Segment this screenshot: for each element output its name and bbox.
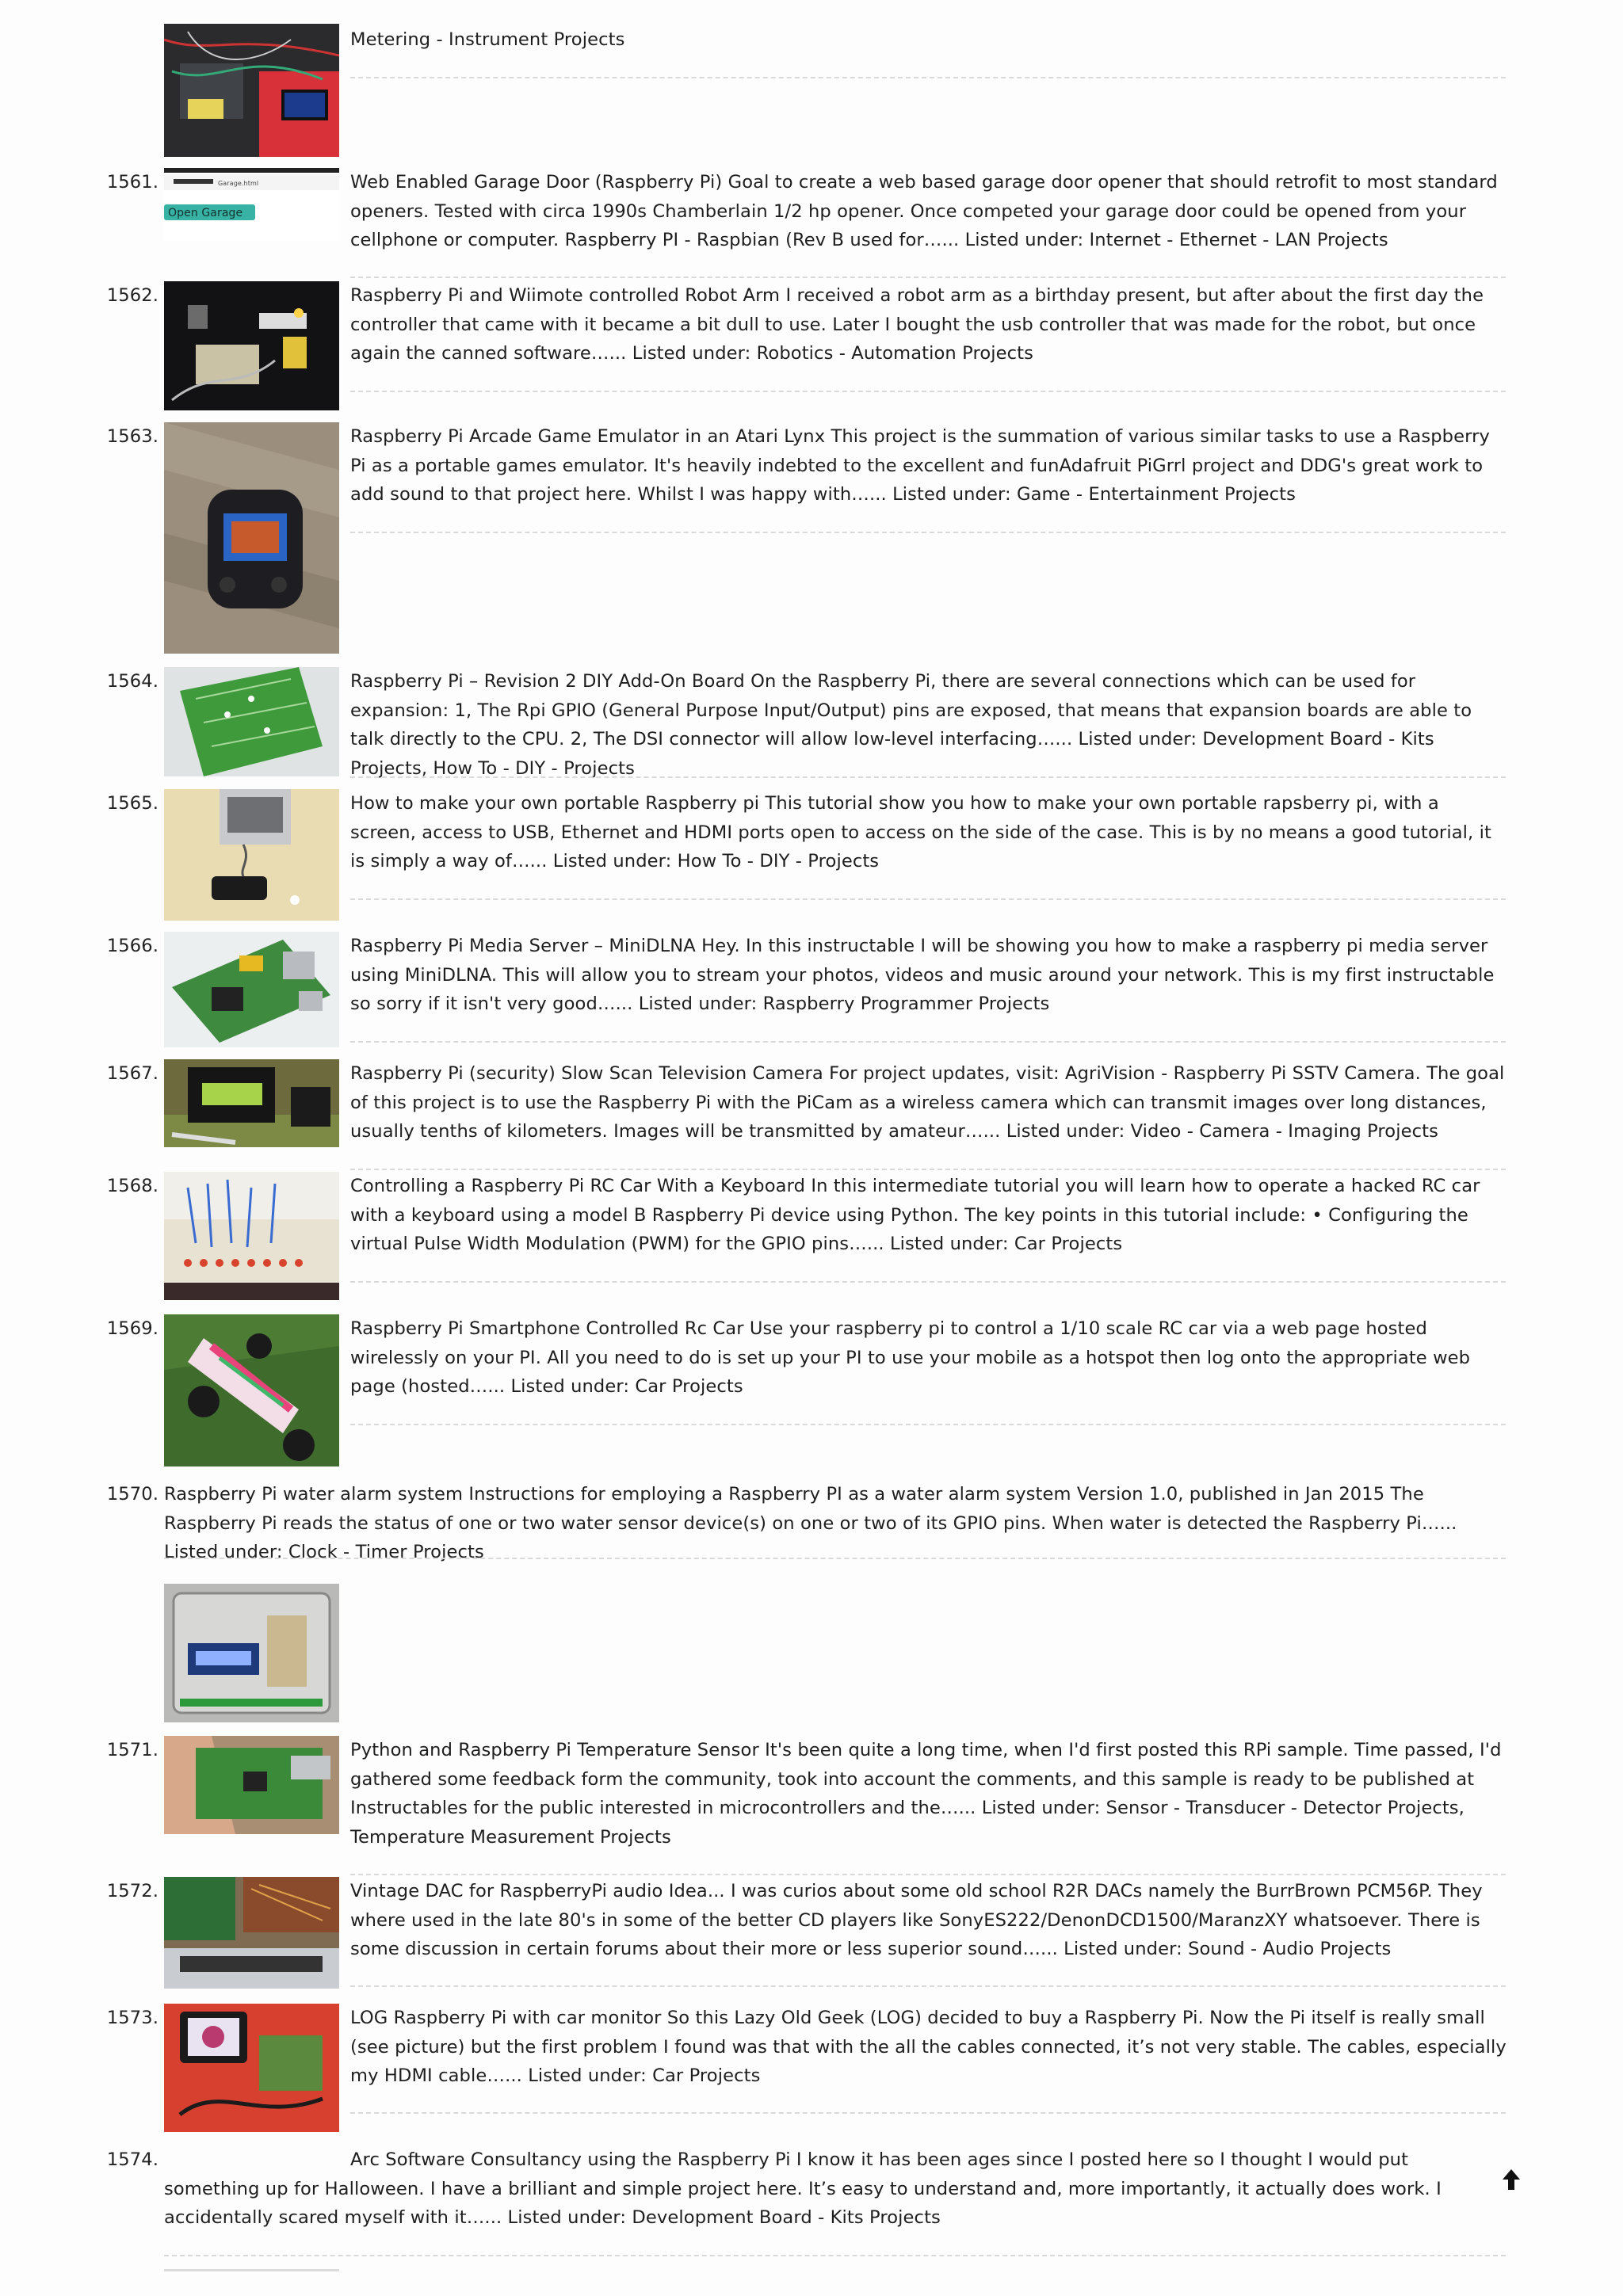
separator bbox=[164, 1558, 1506, 1559]
project-title-link[interactable]: Raspberry Pi and Wiimote controlled Robot Arm bbox=[350, 285, 781, 306]
project-description: Raspberry Pi and Wiimote controlled Robot Arm I received a robot arm as a birthday present, but after about the first day the controller that came with it became a bit dull to use. Later I bought the usb controller that was made for the robot, but once again the canned software…... Listed under: Robotics - Automation Projects bbox=[350, 285, 1484, 364]
category-link[interactable]: Internet - Ethernet - LAN Projects bbox=[1089, 230, 1388, 250]
project-description: Raspberry Pi (security) Slow Scan Television Camera For project updates, visit: AgriVision - Raspberry Pi SSTV Camera. The goal of this project is to use the Raspberry Pi with the PiCam as a wireless camera which can transmit images over long distances, usually tenths of kilometers. Images will be transmitted by amateur…... Listed under: Video - Camera - Imaging Projects bbox=[350, 1063, 1505, 1142]
project-description: Arc Software Consultancy using the Raspberry Pi I know it has been ages since I posted here so I thought I would put something up for Halloween. I have a brilliant and simple project here. It’s easy to understand and, more importantly, it actually does work. I accidentally scared myself with it…... Listed under: Development Board - Kits Projects bbox=[164, 2149, 1442, 2228]
category-link[interactable]: Car Projects bbox=[635, 1376, 743, 1397]
item-number: 1565. bbox=[106, 793, 158, 814]
item-number: 1572. bbox=[106, 1881, 158, 1901]
separator bbox=[350, 532, 1506, 533]
separator bbox=[350, 1281, 1506, 1283]
category-link[interactable]: Sound - Audio Projects bbox=[1188, 1939, 1392, 1959]
category-link[interactable]: Robotics - Automation Projects bbox=[756, 343, 1034, 364]
project-title-link[interactable]: Raspberry Pi Smartphone Controlled Rc Car bbox=[350, 1318, 744, 1339]
separator bbox=[350, 776, 1506, 778]
item-number: 1567. bbox=[106, 1063, 158, 1084]
project-description: Web Enabled Garage Door (Raspberry Pi) Goal to create a web based garage door opener that should retrofit to most standard openers. Tested with circa 1990s Chamberlain 1/2 hp opener. Once competed your garage door could be opened from your cellphone or computer. Raspberry PI - Raspbian (Rev B used for…... Listed under: Internet - Ethernet - LAN Projects bbox=[350, 172, 1498, 250]
item-number: 1564. bbox=[106, 671, 158, 692]
separator bbox=[350, 391, 1506, 392]
separator bbox=[350, 1169, 1506, 1170]
category-link[interactable]: Raspberry Programmer Projects bbox=[762, 994, 1050, 1014]
item-number: 1569. bbox=[106, 1318, 158, 1339]
project-title-link[interactable]: Raspberry Pi (security) Slow Scan Television Camera bbox=[350, 1063, 823, 1084]
item-number: 1561. bbox=[106, 172, 158, 193]
category-link[interactable]: Sensor - Transducer - Detector Projects, Temperature Measurement Projects bbox=[350, 1798, 1465, 1848]
separator bbox=[350, 1041, 1506, 1043]
separator bbox=[350, 1874, 1506, 1875]
item-number: 1563. bbox=[106, 426, 158, 447]
item-number: 1570. bbox=[106, 1484, 158, 1505]
separator bbox=[350, 898, 1506, 900]
project-description: Python and Raspberry Pi Temperature Sensor It's been quite a long time, when I'd first posted this RPi sample. Time passed, I'd gathered some feedback form the community, took into account the comments, and this sample is ready to be published at Instructables for the public interested in microcontrollers and the…... Listed under: Sensor - Transducer - Detector Projects, Temperature Measurement Projects bbox=[350, 1740, 1502, 1848]
category-link[interactable]: Metering - Instrument Projects bbox=[350, 29, 625, 50]
item-number: 1562. bbox=[106, 285, 158, 306]
category-link[interactable]: Clock - Timer Projects bbox=[288, 1542, 484, 1562]
project-description: Vintage DAC for RaspberryPi audio Idea... I was curios about some old school R2R DACs namely the BurrBrown PCM56P. They where used in the late 80's in some of the better CD players like SonyES222/DenonDCD1500/MaranzXY whatsoever. There is some discussion in certain forums about their more or less superior sound…... Listed under: Sound - Audio Projects bbox=[350, 1881, 1483, 1959]
project-title-link[interactable]: Python and Raspberry Pi Temperature Sensor bbox=[350, 1740, 759, 1760]
separator bbox=[164, 2255, 1506, 2256]
project-description: Raspberry Pi Media Server – MiniDLNA Hey. In this instructable I will be showing you how to make a raspberry pi media server using MiniDLNA. This will allow you to stream your photos, videos and music around your network. This is my first instructable so sorry if it isn't very good…... Listed under: Raspberry Programmer Projects bbox=[350, 936, 1495, 1014]
project-description: Raspberry Pi Arcade Game Emulator in an Atari Lynx This project is the summation of various similar tasks to use a Raspberry Pi as a portable games emulator. It's heavily indebted to the excellent and funAdafruit PiGrrl project and DDG's great work to add sound to that project here. Whilst I was happy with…... Listed under: Game - Entertainment Projects bbox=[350, 426, 1490, 505]
project-thumbnail[interactable] bbox=[164, 168, 339, 241]
project-thumbnail[interactable] bbox=[164, 1059, 339, 1147]
separator bbox=[350, 1985, 1506, 1987]
project-thumbnail[interactable] bbox=[164, 1584, 339, 1722]
project-description: Raspberry Pi – Revision 2 DIY Add-On Board On the Raspberry Pi, there are several connections which can be used for expansion: 1, The Rpi GPIO (General Purpose Input/Output) pins are exposed, that means that expansion boards are able to talk directly to the CPU. 2, The DSI connector will allow low-level interfacing…... Listed under: Development Board - Kits Projects, How To - DIY - Projects bbox=[350, 671, 1472, 779]
project-title-link[interactable]: How to make your own portable Raspberry pi bbox=[350, 793, 760, 814]
project-title-link[interactable]: Raspberry Pi water alarm system bbox=[164, 1484, 464, 1505]
category-link[interactable]: Game - Entertainment Projects bbox=[1016, 484, 1296, 505]
category-link[interactable]: Car Projects bbox=[652, 2065, 761, 2086]
project-description: How to make your own portable Raspberry pi This tutorial show you how to make your own portable rapsberry pi, with a screen, access to USB, Ethernet and HDMI ports open to access on the side of the case. This is by no means a good tutorial, it is simply a way of…... Listed under: How To - DIY - Projects bbox=[350, 793, 1491, 871]
project-title-link[interactable]: Web Enabled Garage Door (Raspberry Pi) bbox=[350, 172, 723, 193]
project-description: Raspberry Pi water alarm system Instructions for employing a Raspberry PI as a water alarm system Version 1.0, published in Jan 2015 The Raspberry Pi reads the status of one or two water sensor device(s) on one or two of its GPIO pins. When water is detected the Raspberry Pi…... Listed under: Clock - Timer Projects bbox=[164, 1484, 1457, 1562]
project-thumbnail[interactable] bbox=[164, 24, 339, 157]
project-thumbnail[interactable] bbox=[164, 932, 339, 1047]
project-thumbnail[interactable] bbox=[164, 1877, 339, 1989]
back-to-top-button[interactable] bbox=[1501, 2168, 1522, 2191]
item-number: 1574. bbox=[106, 2149, 158, 2170]
project-thumbnail[interactable] bbox=[164, 422, 339, 654]
svg-text:Open Garage: Open Garage bbox=[168, 207, 243, 219]
project-title-link[interactable]: Raspberry Pi Media Server – MiniDLNA bbox=[350, 936, 696, 956]
project-title-link[interactable]: LOG Raspberry Pi with car monitor bbox=[350, 2008, 662, 2028]
project-description: LOG Raspberry Pi with car monitor So this Lazy Old Geek (LOG) decided to buy a Raspberry Pi. Now the Pi itself is really small (see picture) but the first problem I found was that with the all the cables connected, it’s not very stable. The cables, especially my HDMI cable…... Listed under: Car Projects bbox=[350, 2008, 1507, 2086]
project-thumbnail[interactable] bbox=[164, 789, 339, 921]
category-link[interactable]: Development Board - Kits Projects bbox=[632, 2207, 941, 2228]
svg-text:Garage.html: Garage.html bbox=[218, 180, 259, 187]
project-thumbnail[interactable] bbox=[164, 1736, 339, 1834]
project-thumbnail[interactable] bbox=[164, 2004, 339, 2132]
project-title-link[interactable]: Raspberry Pi – Revision 2 DIY Add-On Board bbox=[350, 671, 745, 692]
project-description: Controlling a Raspberry Pi RC Car With a Keyboard In this intermediate tutorial you will learn how to operate a hacked RC car with a keyboard using a model B Raspberry Pi device using Python. The key points in this tutorial include: • Configuring the virtual Pulse Width Modulation (PWM) for the GPIO pins…... Listed under: Car Projects bbox=[350, 1176, 1480, 1254]
item-number: 1568. bbox=[106, 1176, 158, 1196]
category-link[interactable]: Car Projects bbox=[1014, 1234, 1123, 1254]
separator bbox=[350, 1424, 1506, 1425]
project-title-link[interactable]: Vintage DAC for RaspberryPi audio bbox=[350, 1881, 663, 1901]
item-number: 1571. bbox=[106, 1740, 158, 1760]
project-title-link[interactable]: Arc Software Consultancy using the Raspberry Pi bbox=[350, 2149, 791, 2170]
separator bbox=[350, 2112, 1506, 2114]
item-number: 1573. bbox=[106, 2008, 158, 2028]
category-link[interactable]: Development Board - Kits Projects, How To - DIY - Projects bbox=[350, 729, 1434, 779]
separator bbox=[350, 277, 1506, 278]
project-thumbnail[interactable] bbox=[164, 281, 339, 410]
category-link[interactable]: Video - Camera - Imaging Projects bbox=[1130, 1121, 1438, 1142]
thumbnail-edge bbox=[164, 2269, 339, 2271]
project-description: Raspberry Pi Smartphone Controlled Rc Car Use your raspberry pi to control a 1/10 scale RC car via a web page hosted wirelessly on your PI. All you need to do is set up your PI to use your mobile as a hotspot then log onto the appropriate web page (hosted…... Listed under: Car Projects bbox=[350, 1318, 1471, 1397]
separator bbox=[350, 77, 1506, 78]
category-link[interactable]: How To - DIY - Projects bbox=[677, 851, 880, 871]
project-thumbnail[interactable] bbox=[164, 1172, 339, 1300]
project-thumbnail[interactable] bbox=[164, 1314, 339, 1466]
item-number: 1566. bbox=[106, 936, 158, 956]
project-description bbox=[350, 25, 1507, 55]
project-title-link[interactable]: Controlling a Raspberry Pi RC Car With a Keyboard bbox=[350, 1176, 806, 1196]
arrow-up-icon bbox=[1501, 2168, 1522, 2191]
project-thumbnail[interactable] bbox=[164, 667, 339, 776]
project-title-link[interactable]: Raspberry Pi Arcade Game Emulator in an Atari Lynx bbox=[350, 426, 826, 447]
